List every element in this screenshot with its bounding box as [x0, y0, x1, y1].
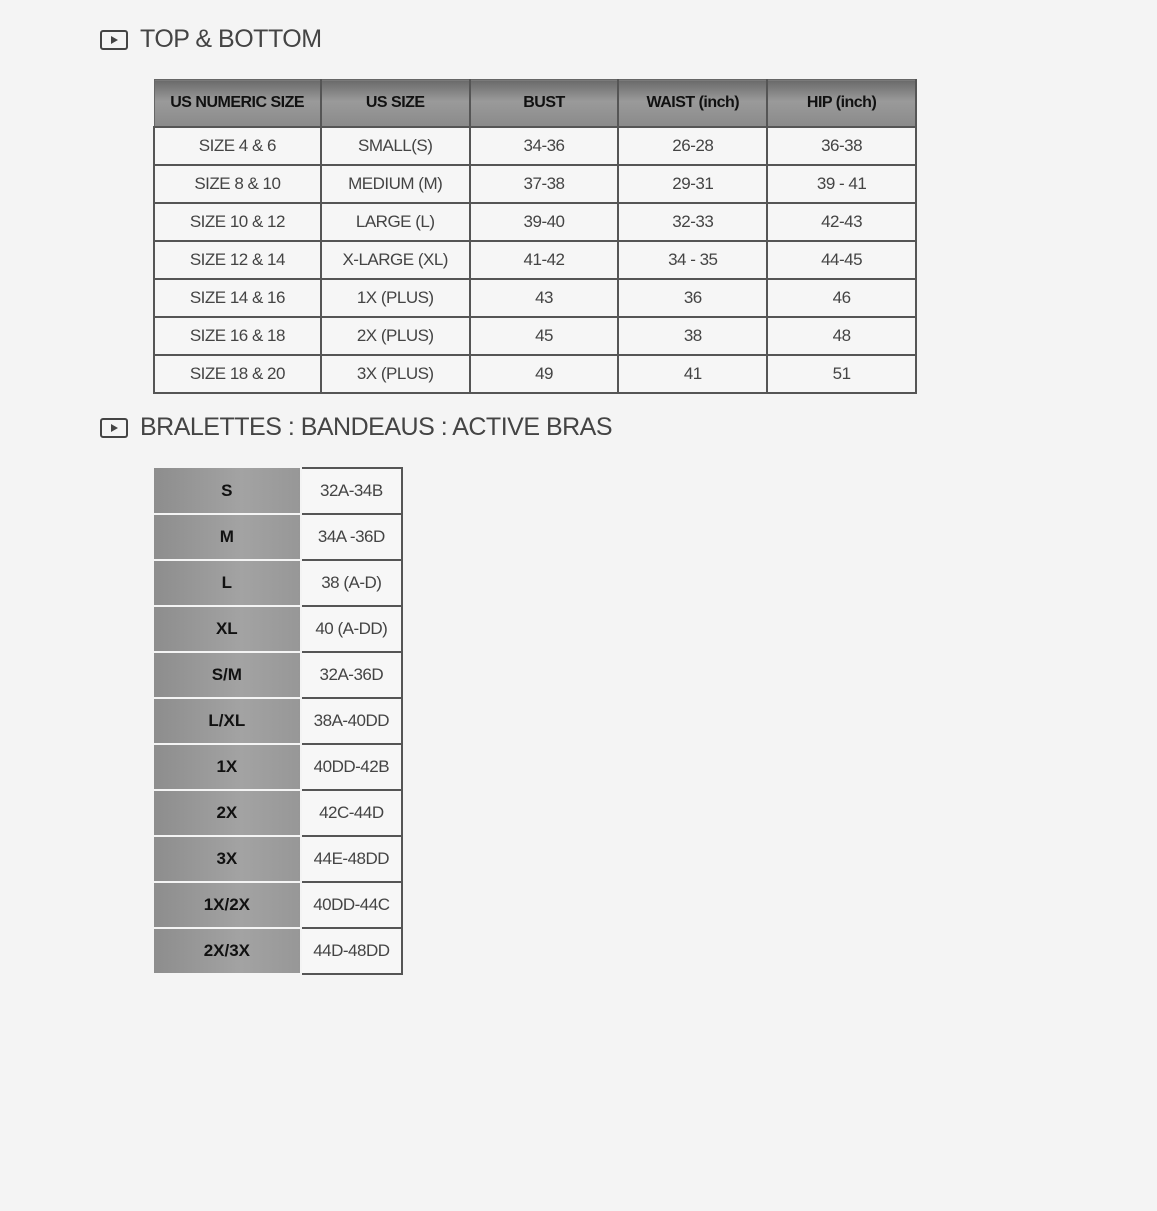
section-title-text: TOP & BOTTOM	[140, 25, 322, 53]
size-label-cell: XL	[154, 606, 301, 652]
size-value-cell: 32A-36D	[301, 652, 402, 698]
size-label-cell: 1X	[154, 744, 301, 790]
size-value-cell: 40DD-42B	[301, 744, 402, 790]
table-cell: 34 - 35	[618, 241, 767, 279]
table-cell: 37-38	[470, 165, 619, 203]
table-row	[154, 698, 402, 744]
table-row	[154, 606, 402, 652]
table-cell: 42-43	[767, 203, 916, 241]
column-header: US SIZE	[321, 80, 470, 128]
table-cell: 38	[618, 317, 767, 355]
play-icon	[100, 30, 128, 50]
table-cell: LARGE (L)	[321, 203, 470, 241]
table-cell: 48	[767, 317, 916, 355]
size-label-cell: S	[154, 468, 301, 514]
size-value-cell: 40 (A-DD)	[301, 606, 402, 652]
table-cell: SIZE 16 & 18	[154, 317, 321, 355]
table-cell: 2X (PLUS)	[321, 317, 470, 355]
size-value-cell: 38 (A-D)	[301, 560, 402, 606]
table-row	[154, 468, 402, 514]
table-cell: 41	[618, 355, 767, 393]
size-value-cell: 42C-44D	[301, 790, 402, 836]
size-label-cell: L	[154, 560, 301, 606]
table-row	[154, 317, 916, 355]
size-label-cell: 2X/3X	[154, 928, 301, 974]
table-cell: SMALL(S)	[321, 127, 470, 165]
size-value-cell: 44D-48DD	[301, 928, 402, 974]
size-label-cell: S/M	[154, 652, 301, 698]
table-row	[154, 882, 402, 928]
table-header-row	[154, 80, 916, 128]
size-value-cell: 34A -36D	[301, 514, 402, 560]
table-cell: X-LARGE (XL)	[321, 241, 470, 279]
size-value-cell: 44E-48DD	[301, 836, 402, 882]
table-cell: 44-45	[767, 241, 916, 279]
top-bottom-size-table	[153, 79, 917, 394]
size-value-cell: 38A-40DD	[301, 698, 402, 744]
table-cell: SIZE 10 & 12	[154, 203, 321, 241]
table-cell: 39 - 41	[767, 165, 916, 203]
table-cell: 32-33	[618, 203, 767, 241]
table-row	[154, 652, 402, 698]
size-label-cell: M	[154, 514, 301, 560]
play-icon	[100, 418, 128, 438]
table-cell: SIZE 18 & 20	[154, 355, 321, 393]
table-cell: 29-31	[618, 165, 767, 203]
table-cell: 1X (PLUS)	[321, 279, 470, 317]
size-value-cell: 32A-34B	[301, 468, 402, 514]
column-header: US NUMERIC SIZE	[154, 80, 321, 128]
table-cell: 26-28	[618, 127, 767, 165]
table-row	[154, 744, 402, 790]
table-row	[154, 928, 402, 974]
table-cell: 36-38	[767, 127, 916, 165]
table-row	[154, 241, 916, 279]
size-label-cell: 1X/2X	[154, 882, 301, 928]
table-cell: SIZE 8 & 10	[154, 165, 321, 203]
column-header: BUST	[470, 80, 619, 128]
table-row	[154, 790, 402, 836]
table-cell: 49	[470, 355, 619, 393]
table-row	[154, 127, 916, 165]
table-cell: SIZE 14 & 16	[154, 279, 321, 317]
size-label-cell: 3X	[154, 836, 301, 882]
table-cell: 41-42	[470, 241, 619, 279]
table-cell: 45	[470, 317, 619, 355]
table-cell: MEDIUM (M)	[321, 165, 470, 203]
table-cell: 51	[767, 355, 916, 393]
table-cell: 36	[618, 279, 767, 317]
bralettes-size-table	[154, 467, 403, 975]
size-label-cell: L/XL	[154, 698, 301, 744]
table-row	[154, 836, 402, 882]
table-cell: 34-36	[470, 127, 619, 165]
table-cell: 3X (PLUS)	[321, 355, 470, 393]
table-row	[154, 203, 916, 241]
column-header: HIP (inch)	[767, 80, 916, 128]
table-row	[154, 514, 402, 560]
table-row	[154, 560, 402, 606]
table-row	[154, 165, 916, 203]
table-cell: 39-40	[470, 203, 619, 241]
section-title-top-bottom	[100, 25, 322, 54]
section-title-bralettes	[100, 413, 612, 442]
size-value-cell: 40DD-44C	[301, 882, 402, 928]
table-cell: SIZE 4 & 6	[154, 127, 321, 165]
size-label-cell: 2X	[154, 790, 301, 836]
table-row	[154, 279, 916, 317]
column-header: WAIST (inch)	[618, 80, 767, 128]
table-row	[154, 355, 916, 393]
section-title-text: BRALETTES : BANDEAUS : ACTIVE BRAS	[140, 413, 613, 441]
table-cell: 43	[470, 279, 619, 317]
table-cell: SIZE 12 & 14	[154, 241, 321, 279]
table-cell: 46	[767, 279, 916, 317]
